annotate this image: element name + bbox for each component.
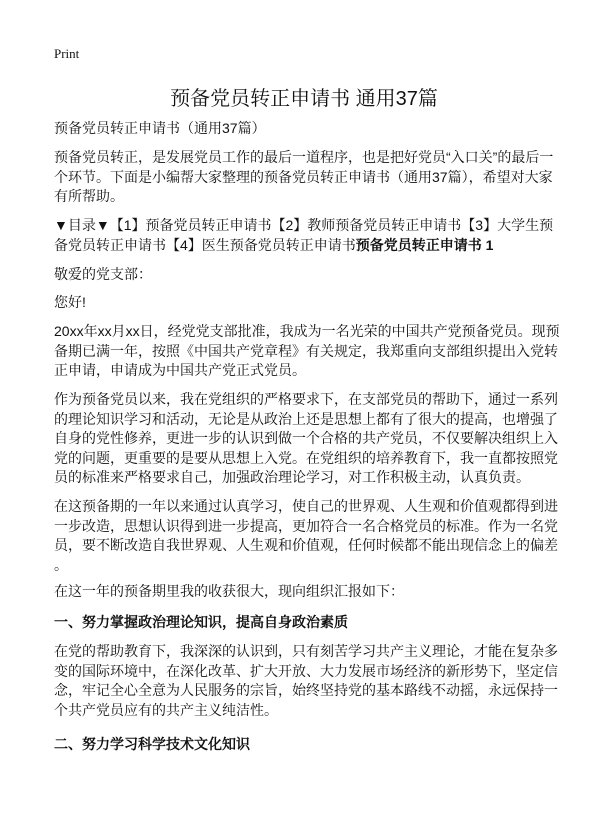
paragraph-5 xyxy=(54,642,558,720)
section-heading: 预备党员转正申请书 1 xyxy=(355,236,494,253)
text-line: 备期已满一年，按照《中国共产党章程》有关规定，我郑重向支部组织提出入党转 xyxy=(54,342,558,359)
paragraph-3 xyxy=(54,497,558,575)
text-line: 员的标准来严格要求自己，加强政治理论学习，对工作积极主动，认真负责。 xyxy=(54,469,530,485)
text-line: 20xx年xx月xx日，经党党支部批准，我成为一名光荣的中国共产党预备党员。现预 xyxy=(54,323,560,339)
text-line: 作为预备党员以来，我在党组织的严格要求下，在支部党员的帮助下，通过一系列 xyxy=(54,391,558,407)
print-link[interactable]: Print xyxy=(54,46,80,61)
text-line: 员，要不断改造自我世界观、人生观和价值观，任何时候都不能出现信念上的偏差 xyxy=(54,537,558,553)
text-line: 个环节。下面是小编帮大家整理的预备党员转正申请书（通用37篇），希望对大家 xyxy=(54,168,553,185)
section-heading-2: 二、努力学习科学技术文化知识 xyxy=(54,736,250,752)
intro-paragraph xyxy=(54,148,553,207)
table-of-contents xyxy=(54,216,553,255)
text-line: 有所帮助。 xyxy=(54,188,124,204)
toc-line[interactable]: 备党员转正申请书【4】医生预备党员转正申请书 xyxy=(54,236,356,253)
text-line: 在这预备期的一年以来通过认真学习，使自己的世界观、人生观和价值观都得到进 xyxy=(54,498,558,514)
text-line: 自身的党性修养，更进一步的认识到做一个合格的共产党员，不仅要解决组织上入 xyxy=(54,430,558,446)
text-line: 党的问题，更重要的是要从思想上入党。在党组织的培养教育下，我一直都按照党 xyxy=(54,449,558,466)
toc-line[interactable]: ▼目录▼【1】预备党员转正申请书【2】教师预备党员转正申请书【3】大学生预 xyxy=(54,217,554,233)
paragraph-1 xyxy=(54,322,560,381)
subtitle: 预备党员转正申请书（通用37篇） xyxy=(54,120,266,136)
text-line: 正申请，申请成为中国共产党正式党员。 xyxy=(54,362,306,378)
text-line: 在党的帮助教育下，我深深的认识到，只有刻苦学习共产主义理论，才能在复杂多 xyxy=(54,643,558,659)
paragraph-2 xyxy=(54,390,558,488)
text-line: 的理论知识学习和活动，无论是从政治上还是思想上都有了很大的提高，也增强了 xyxy=(54,410,558,427)
section-heading-1: 一、努力掌握政治理论知识，提高自身政治素质 xyxy=(54,614,348,630)
salutation: 敬爱的党支部： xyxy=(54,266,152,282)
text-line: 个共产党员应有的共产主义纯洁性。 xyxy=(54,701,278,718)
text-line: 念，牢记全心全意为人民服务的宗旨，始终坚持党的基本路线不动摇，永远保持一 xyxy=(54,682,558,698)
greeting: 您好! xyxy=(54,294,86,310)
text-line: 一步改造，思想认识得到进一步提高，更加符合一名合格党员的标准。作为一名党 xyxy=(54,517,558,534)
text-line: 。 xyxy=(54,556,68,573)
text-line: 预备党员转正，是发展党员工作的最后一道程序，也是把好党员“入口关”的最后一 xyxy=(54,149,554,165)
document-title: 预备党员转正申请书 通用37篇 xyxy=(170,88,438,110)
text-line: 变的国际环境中，在深化改革、扩大开放、大力发展市场经济的新形势下，坚定信 xyxy=(54,662,558,679)
paragraph-4: 在这一年的预备期里我的收获很大，现向组织汇报如下： xyxy=(54,583,404,599)
